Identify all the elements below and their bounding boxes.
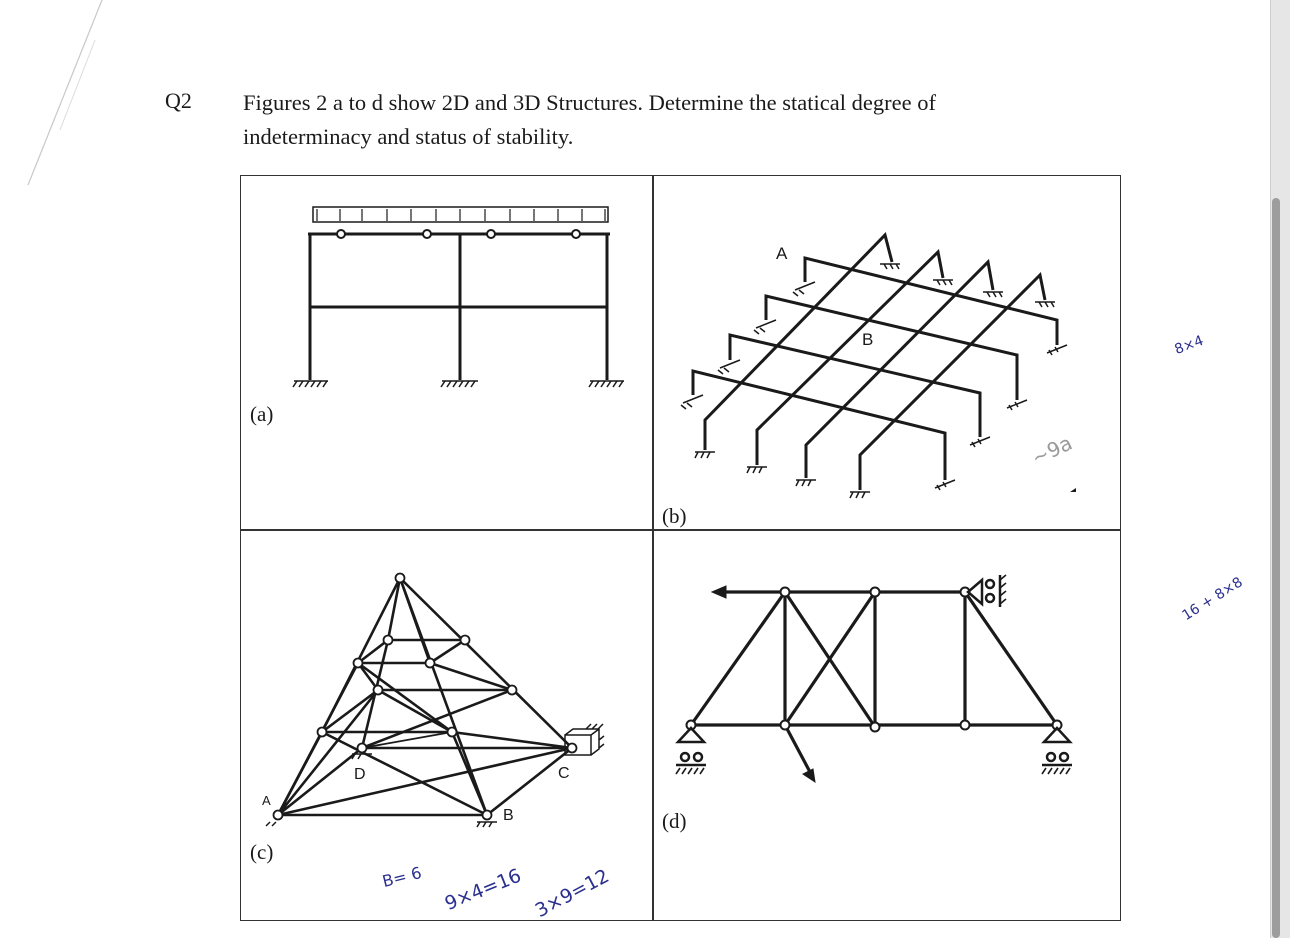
- figure-a-label: (a): [250, 402, 274, 426]
- note-b-equals-6: B= 6: [380, 862, 424, 891]
- svg-text:A: A: [262, 793, 271, 808]
- svg-text:D: D: [354, 766, 366, 783]
- svg-text:B: B: [862, 330, 874, 349]
- svg-text:C: C: [558, 765, 570, 782]
- figure-c-label: (c): [250, 840, 274, 864]
- question-number: Q2: [165, 88, 192, 113]
- prompt-line-1: Figures 2 a to d show 2D and 3D Structures. Determine the statical degree of: [243, 90, 936, 115]
- svg-text:A: A: [776, 244, 788, 263]
- scribble-b: ~9a: [1027, 430, 1076, 470]
- figure-d-label: (d): [662, 809, 687, 833]
- figure-b-label: (b): [662, 504, 687, 528]
- svg-text:B: B: [503, 807, 514, 824]
- prompt-line-2: indeterminacy and status of stability.: [243, 124, 574, 149]
- note-margin-8x4: 8×4: [1172, 332, 1206, 358]
- note-9x4: 9×4=16: [441, 864, 525, 915]
- note-3x9: 3×9=12: [531, 864, 613, 922]
- note-margin-16-plus: 16 + 8×8: [1179, 574, 1246, 624]
